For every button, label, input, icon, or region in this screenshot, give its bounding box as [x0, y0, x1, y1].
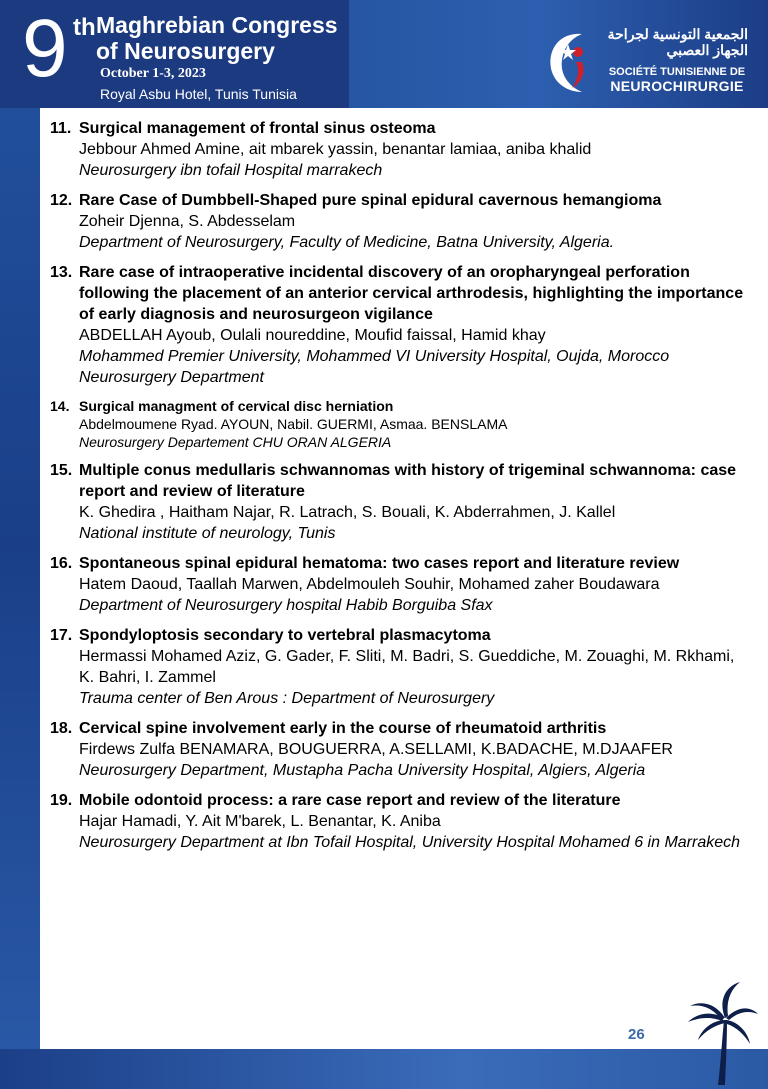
item-authors: Abdelmoumene Ryad. AYOUN, Nabil. GUERMI, Asmaa. BENSLAMA	[79, 416, 508, 432]
congress-venue: Royal Asbu Hotel, Tunis Tunisia	[100, 86, 297, 102]
congress-banner	[0, 0, 349, 108]
item-authors: Firdews Zulfa BENAMARA, BOUGUERRA, A.SELLAMI, K.BADACHE, M.DJAAFER	[79, 741, 673, 758]
item-title: Surgical managment of cervical disc herniation	[79, 398, 394, 414]
item-title: Spondyloptosis secondary to vertebral plasmacytoma	[79, 627, 491, 644]
item-number: 16.	[50, 555, 73, 572]
society-name-french-line2: NEUROCHIRURGIE	[610, 78, 744, 94]
item-number: 15.	[50, 462, 73, 479]
item-title: Surgical management of frontal sinus osteoma	[79, 120, 436, 137]
item-title: Multiple conus medullaris schwannomas with history of trigeminal schwannoma: case report and review of literature	[79, 462, 737, 500]
list-item	[50, 553, 750, 616]
item-affiliation: National institute of neurology, Tunis	[79, 525, 336, 542]
item-number: 11.	[50, 120, 72, 137]
list-item	[50, 790, 750, 853]
item-title: Rare case of intraoperative incidental discovery of an oropharyngeal perforation following the placement of an anterior cervical arthrodesis, highlighting the importance of early diagnosis and neurosurgeon vigilance	[79, 264, 744, 323]
item-affiliation: Neurosurgery Department, Mustapha Pacha University Hospital, Algiers, Algeria	[79, 762, 646, 779]
item-authors: Hajar Hamadi, Y. Ait M'barek, L. Benantar, K. Aniba	[79, 813, 441, 830]
item-title: Spontaneous spinal epidural hematoma: two cases report and literature review	[79, 555, 680, 572]
item-authors: ABDELLAH Ayoub, Oulali noureddine, Moufid faissal, Hamid khay	[79, 327, 546, 344]
congress-title-line2: of Neurosurgery	[96, 38, 275, 64]
item-authors: Zoheir Djenna, S. Abdesselam	[79, 213, 296, 230]
bottom-border	[0, 1049, 768, 1089]
society-name-arabic	[606, 26, 748, 58]
list-item	[50, 625, 750, 709]
document-page	[40, 108, 768, 1049]
list-item	[50, 190, 750, 253]
item-title: Cervical spine involvement early in the course of rheumatoid arthritis	[79, 720, 607, 737]
palm-tree-icon	[688, 980, 758, 1085]
item-title: Mobile odontoid process: a rare case report and review of the literature	[79, 792, 621, 809]
list-item	[50, 262, 750, 388]
item-affiliation: Mohammed Premier University, Mohammed VI University Hospital, Oujda, Morocco Neurosurgery Department	[79, 348, 670, 386]
page-number: 26	[628, 1026, 645, 1043]
society-logo-icon	[538, 22, 600, 94]
item-affiliation: Department of Neurosurgery, Faculty of Medicine, Batna University, Algeria.	[79, 234, 615, 251]
abstract-list	[50, 118, 750, 862]
edition-number: 9	[22, 3, 68, 94]
item-authors: Hatem Daoud, Taallah Marwen, Abdelmouleh Souhir, Mohamed zaher Boudawara	[79, 576, 660, 593]
item-number: 18.	[50, 720, 73, 737]
left-border	[0, 0, 40, 1089]
society-arabic-line2: الجهاز العصبي	[666, 42, 748, 58]
item-number: 19.	[50, 792, 73, 809]
list-item	[50, 460, 750, 544]
item-authors: Hermassi Mohamed Aziz, G. Gader, F. Sliti, M. Badri, S. Gueddiche, M. Zouaghi, M. Rkhami, K. Bahri, I. Zammel	[79, 648, 735, 686]
list-item	[50, 718, 750, 781]
item-affiliation: Neurosurgery Departement CHU ORAN ALGERIA	[79, 434, 392, 450]
item-number: 17.	[50, 627, 73, 644]
society-name-french-line1: SOCIÉTÉ TUNISIENNE DE	[608, 66, 746, 78]
congress-dates: October 1-3, 2023	[100, 66, 206, 81]
item-number: 13.	[50, 264, 73, 281]
item-affiliation: Department of Neurosurgery hospital Habib Borguiba Sfax	[79, 597, 493, 614]
item-title: Rare Case of Dumbbell-Shaped pure spinal epidural cavernous hemangioma	[79, 192, 662, 209]
item-affiliation: Neurosurgery Department at Ibn Tofail Hospital, University Hospital Mohamed 6 in Marrakech	[79, 834, 741, 851]
item-number: 12.	[50, 192, 73, 209]
item-authors: K. Ghedira , Haitham Najar, R. Latrach, S. Bouali, K. Abderrahmen, J. Kallel	[79, 504, 616, 521]
list-item	[50, 118, 750, 181]
society-arabic-line1: الجمعية التونسية لجراحة	[607, 26, 748, 42]
edition-suffix: th	[73, 14, 96, 41]
item-number: 14.	[50, 398, 70, 414]
item-affiliation: Neurosurgery ibn tofail Hospital marrakech	[79, 162, 383, 179]
list-item	[50, 397, 750, 451]
item-affiliation: Trauma center of Ben Arous : Department of Neurosurgery	[79, 690, 495, 707]
item-authors: Jebbour Ahmed Amine, ait mbarek yassin, benantar lamiaa, aniba khalid	[79, 141, 592, 158]
congress-title-line1: Maghrebian Congress	[96, 12, 338, 38]
